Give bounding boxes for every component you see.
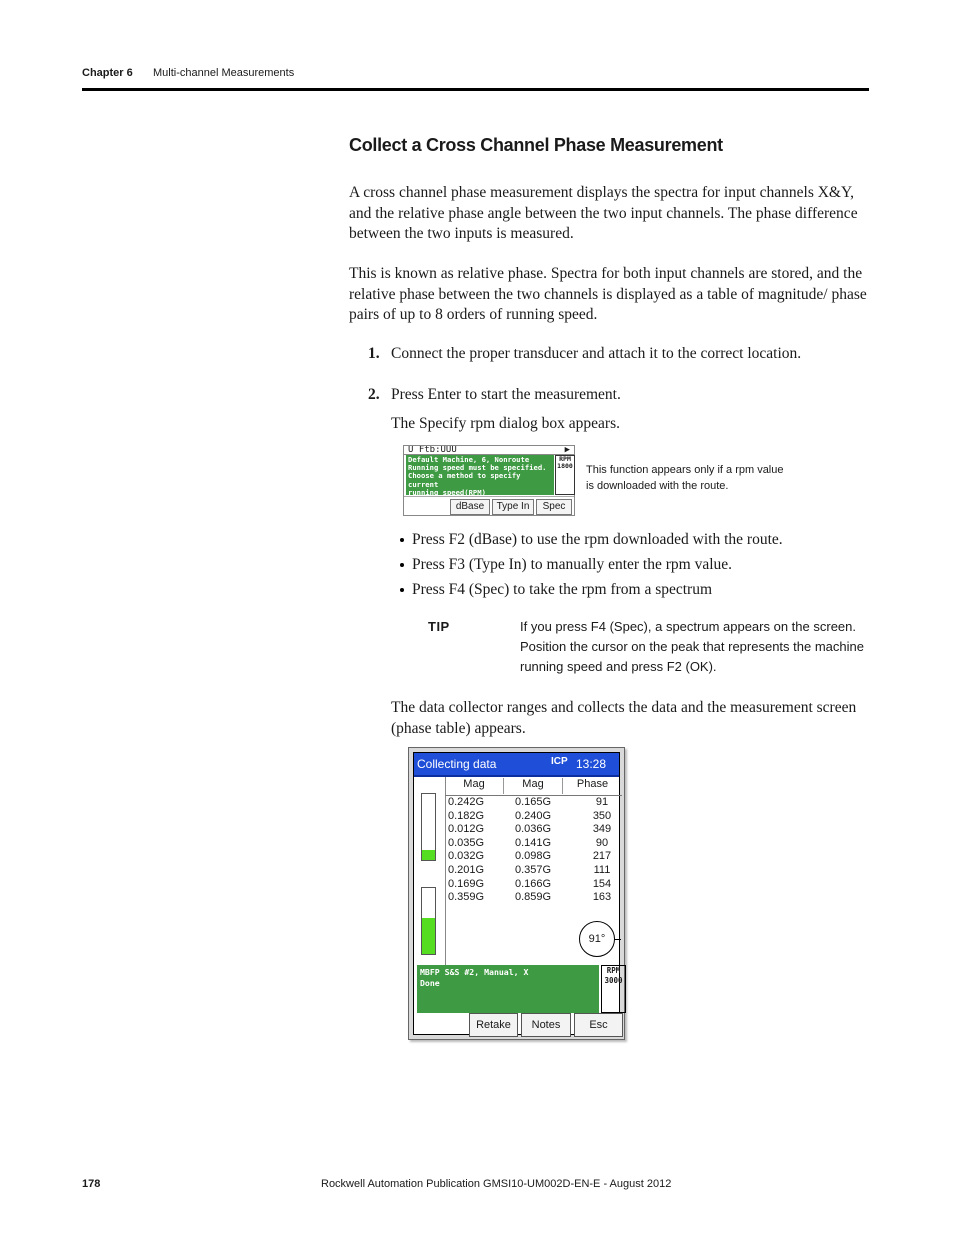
dialog-rpm-value: 1800 — [557, 462, 573, 470]
dialog-top-bar — [404, 446, 574, 455]
arrow-right-icon: ▶ — [564, 446, 570, 455]
channel-y-meter-fill — [422, 918, 435, 954]
dialog-top-text: U Ftb:UUU — [408, 446, 457, 455]
dialog-rpm-label: RPM — [559, 455, 571, 463]
bullet-icon — [400, 538, 404, 542]
rpm-box — [601, 965, 626, 1013]
dialog-message-line: Choose a method to specify current — [408, 471, 521, 489]
rpm-label: RPM — [606, 966, 621, 975]
step-text: Press Enter to start the measurement. — [391, 386, 621, 403]
step-result: The Specify rpm dialog box appears. — [391, 415, 620, 432]
magnitude-cell: 0.240G — [515, 809, 552, 822]
bullet-text: Press F4 (Spec) to take the rpm from a spectrum — [412, 581, 713, 598]
phase-gauge: 91° — [579, 921, 615, 957]
dialog-callout: This function appears only if a rpm value is downloaded with the route. — [586, 464, 784, 492]
phase-table-header — [445, 777, 622, 796]
specify-rpm-dialog — [403, 445, 575, 516]
channel-y-meter — [421, 887, 436, 955]
column-header-phase: Phase — [576, 778, 609, 790]
phase-cell: 349 — [592, 823, 612, 836]
magnitude-cell: 0.098G — [515, 850, 552, 863]
measurement-screen — [408, 747, 625, 1040]
screen-title: Collecting data — [417, 757, 497, 771]
magnitude-cell: 0.032G — [448, 850, 485, 863]
magnitude-cell: 0.201G — [448, 864, 485, 876]
phase-table-body — [445, 796, 622, 916]
meter-panel — [414, 777, 446, 965]
phase-cell: 111 — [593, 864, 611, 876]
magnitude-cell: 0.035G — [448, 836, 485, 849]
step-number: 1. — [368, 345, 380, 362]
page-number: 178 — [82, 1178, 101, 1190]
magnitude-cell: 0.166G — [515, 877, 552, 890]
dbase-button[interactable]: dBase — [450, 499, 490, 515]
chapter-title: Multi-channel Measurements — [153, 67, 295, 79]
step-text: Connect the proper transducer and attach it to the correct location. — [391, 345, 802, 362]
magnitude-cell: 0.141G — [515, 836, 552, 849]
screen-display — [413, 752, 623, 1035]
dialog-rpm-box — [555, 455, 575, 495]
magnitude-cell: 0.165G — [515, 796, 552, 808]
icp-icon: ICP — [551, 756, 568, 767]
dialog-message — [406, 455, 554, 495]
notes-button[interactable]: Notes — [521, 1013, 571, 1037]
magnitude-cell: 0.357G — [515, 864, 552, 876]
retake-button[interactable]: Retake — [469, 1013, 518, 1037]
chapter-label: Chapter 6 — [82, 67, 133, 79]
bullet-item — [400, 556, 732, 574]
phase-cell: 90 — [595, 836, 609, 849]
dialog-message-line: Default Machine, 6, Nonroute — [408, 455, 530, 464]
bullet-text: Press F2 (dBase) to use the rpm downloaded with the route. — [412, 531, 783, 548]
column-header-mag-y: Mag — [504, 778, 563, 794]
relative-phase-paragraph: This is known as relative phase. Spectra for both input channels are stored, and the relative phase between the two channels is displayed as a table of magnitude/ phase pairs of up to 8 orders of running speed. — [349, 265, 867, 323]
bullet-text: Press F3 (Type In) to manually enter the rpm value. — [412, 556, 733, 573]
bullet-icon — [400, 588, 404, 592]
phase-cell: 350 — [592, 809, 612, 822]
bullet-item — [400, 581, 712, 599]
publication-info: Rockwell Automation Publication GMSI10-UM002D-EN-E - August 2012 — [321, 1178, 672, 1190]
status-panel — [417, 965, 599, 1013]
step-number: 2. — [368, 386, 380, 403]
type-in-button[interactable]: Type In — [492, 499, 534, 515]
phase-cell: 163 — [592, 891, 612, 904]
esc-button[interactable]: Esc — [574, 1013, 623, 1037]
dialog-message-line: running speed(RPM) — [408, 487, 486, 497]
magnitude-cell: 0.012G — [448, 823, 485, 836]
phase-cell: 91 — [595, 796, 609, 808]
magnitude-cell: 0.182G — [448, 809, 485, 822]
magnitude-cell: 0.036G — [515, 823, 552, 836]
spec-button[interactable]: Spec — [536, 499, 572, 515]
magnitude-cell: 0.859G — [515, 891, 552, 904]
rpm-value: 3000 — [604, 976, 623, 985]
screen-titlebar — [414, 753, 619, 777]
column-header-mag-x: Mag — [445, 778, 504, 794]
phase-cell: 154 — [592, 877, 612, 890]
channel-x-meter — [421, 793, 436, 861]
bullet-icon — [400, 563, 404, 567]
after-tip-paragraph: The data collector ranges and collects the data and the measurement screen (phase table) appears. — [391, 699, 857, 737]
tip-label: TIP — [428, 619, 450, 634]
magnitude-cell: 0.169G — [448, 877, 485, 890]
bullet-item — [400, 531, 783, 549]
screen-time: 13:28 — [576, 757, 607, 771]
channel-x-meter-fill — [422, 850, 435, 860]
magnitude-cell: 0.359G — [448, 891, 485, 904]
tip-text: If you press F4 (Spec), a spectrum appears on the screen. Position the cursor on the peak that represents the machine running speed and press F2 (OK). — [520, 619, 864, 674]
dialog-message-line: Running speed must be specified. — [408, 463, 547, 473]
section-title: Collect a Cross Channel Phase Measurement — [349, 135, 723, 155]
header-rule — [82, 88, 869, 91]
dialog-button-bar — [404, 496, 574, 515]
magnitude-cell: 0.242G — [448, 796, 485, 808]
status-line: Done — [420, 978, 440, 988]
intro-paragraph: A cross channel phase measurement displays the spectra for input channels X&Y, and the relative phase angle between the two input channels. The phase difference between the two inputs is measured. — [349, 184, 858, 242]
status-line: MBFP S&S #2, Manual, X — [420, 967, 529, 977]
phase-cell: 217 — [592, 850, 612, 863]
